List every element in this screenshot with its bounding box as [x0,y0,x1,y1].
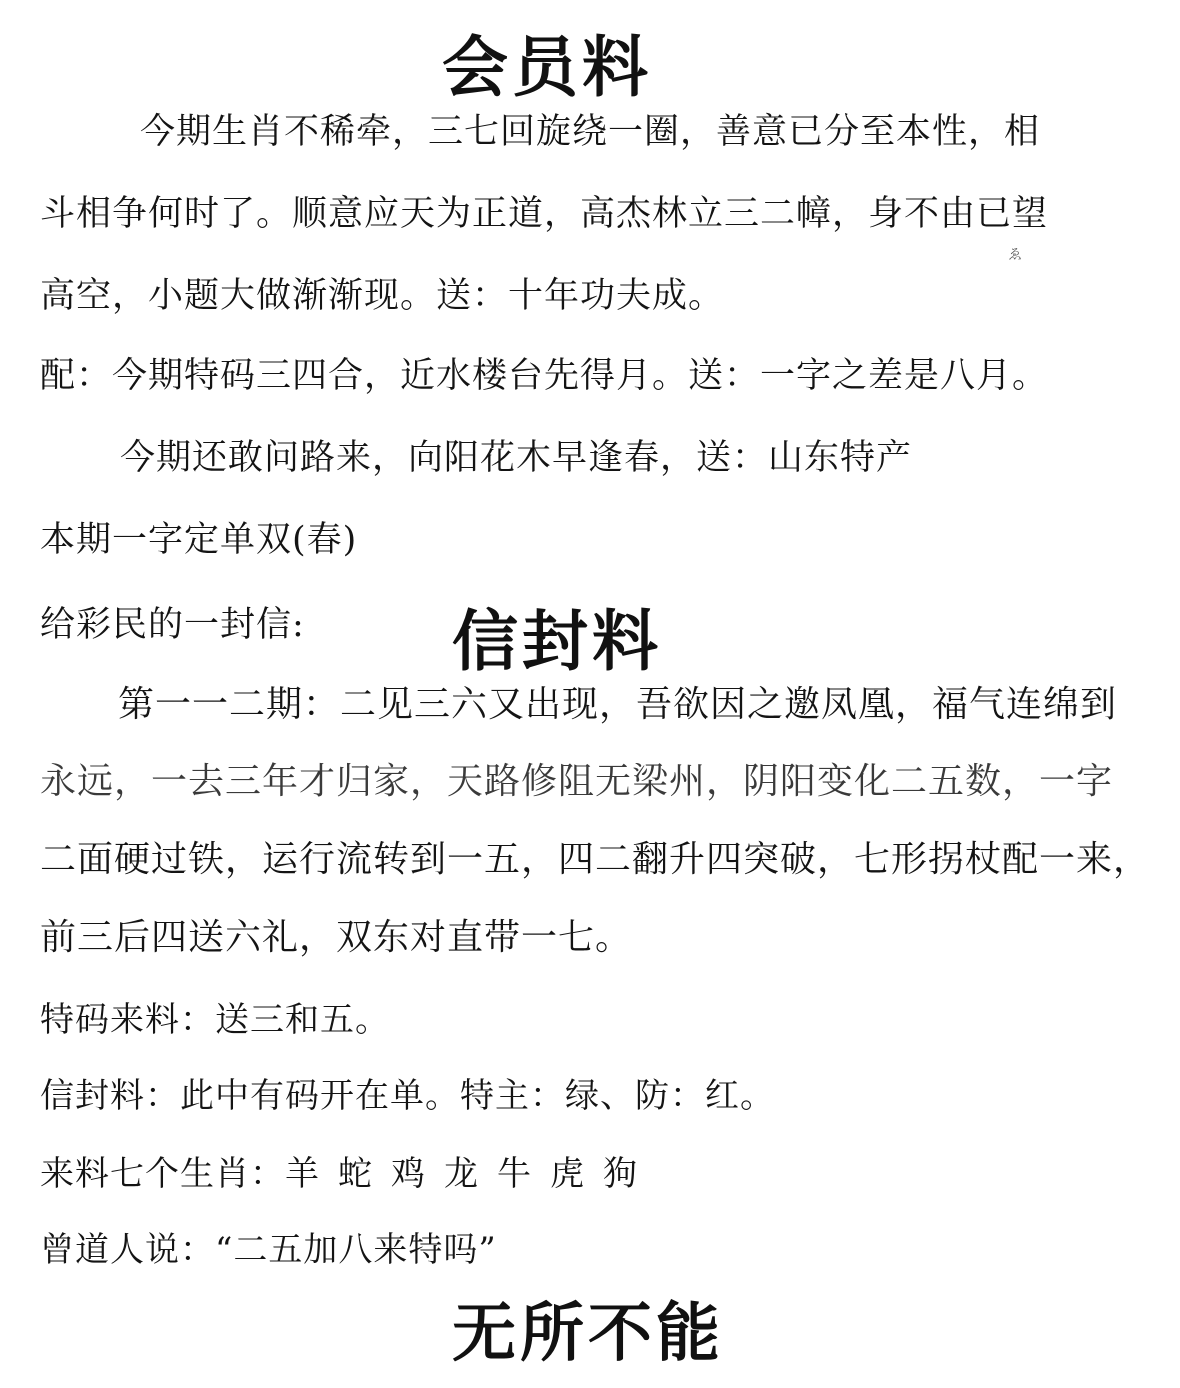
zodiac-label: 来料七个生肖： [40,1154,285,1194]
huiyuan-line-3: 高空，小题大做渐渐现。送：十年功夫成。 [40,276,725,316]
footer-title: 无所不能 [452,1297,724,1371]
jinqi-line: 今期还敢问路来，向阳花木早逢春，送：山东特产 [120,438,913,478]
huiyuan-line-2: 斗相争何时了。顺意应天为正道，高杰林立三二幛，身不由已望 [40,194,1049,234]
xinfeng-line-3: 二面硬过铁，运行流转到一五，四二翻升四突破，七形拐杖配一来， [40,839,1151,880]
xinfeng-line-2: 永远，一去三年才归家，天路修阻无梁州，阴阳变化二五数，一字 [40,761,1114,802]
xinfeng-line-4: 前三后四送六礼，双东对直带一七。 [40,917,633,958]
zodiac-item: 牛 [497,1154,532,1194]
pei-line: 配：今期特码三四合，近水楼台先得月。送：一字之差是八月。 [40,356,1049,396]
zodiac-line [40,1154,656,1194]
zodiac-item: 狗 [603,1154,638,1194]
letter-label: 给彩民的一封信: [40,605,305,645]
huiyuan-title: 会员料 [442,29,652,106]
danshuang-line: 本期一字定单双(春) [40,520,358,560]
zodiac-item: 龙 [444,1154,479,1194]
huiyuan-line-1: 今期生肖不稀牵，三七回旋绕一圈，善意已分至本性，相 [140,112,1041,152]
zodiac-item: 虎 [550,1154,585,1194]
xinfeng-title: 信封料 [452,603,662,680]
tema-line: 特码来料：送三和五。 [40,1000,390,1040]
stray-mark: ゑ [1008,247,1022,263]
zodiac-item: 羊 [285,1154,320,1194]
xinfeng-line-1: 第一一二期：二见三六又出现，吾欲因之邀凤凰，福气连绵到 [118,684,1118,725]
zodiac-item: 鸡 [391,1154,426,1194]
zodiac-item: 蛇 [338,1154,373,1194]
zeng-line: 曾道人说：“二五加八来特吗” [40,1230,497,1270]
xinfeng-summary-line: 信封料：此中有码开在单。特主：绿、防：红。 [40,1076,775,1116]
